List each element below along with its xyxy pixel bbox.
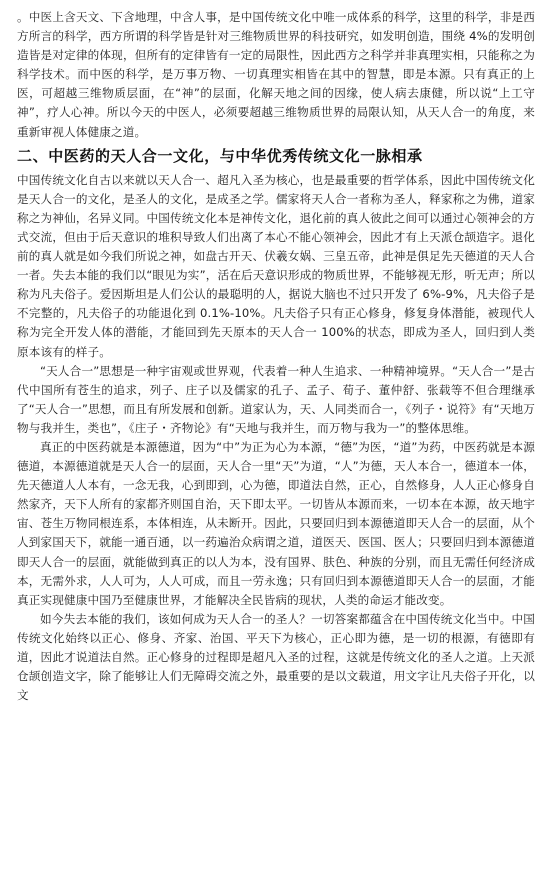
body-paragraph-2: “天人合一”思想是一种宇宙观或世界观，代表着一种人生追求、一种精神境界。“天人合一”是古代中国所有苍生的追求，列子、庄子以及儒家的孔子、孟子、荀子、董仲舒、张载等不但合理继承了“天人合一”思想，而且有所发展和创新。道家认为，天、人同类而合一，《列子・说符》有“天地万物与我并生，类也”，《庄子・齐物论》有“天地与我并生，而万物与我为一”的整体思维。 (17, 363, 535, 435)
body-paragraph-4: 如今失去本能的我们，该如何成为天人合一的圣人？一切答案都蕴含在中国传统文化当中。中国传统文化始终以正心、修身、齐家、治国、平天下为核心，正心即为德，是一切的根源，有德即有道，因此才说道法自然。正心修身的过程即是超凡入圣的过程，这就是传统文化的圣人之道。上天派仓颉创造文字，除了能够让人们无障碍交流之外，最重要的是以文载道，用文字让凡夫俗子开化，以文 (17, 611, 535, 703)
section-heading: 二、中医药的天人合一文化，与中华优秀传统文化一脉相承 (17, 146, 423, 165)
intro-paragraph: 。中医上含天文、下含地理，中含人事，是中国传统文化中唯一成体系的科学，这里的科学，非是西方所言的科学，西方所谓的科学皆是针对三维物质世界的科技研究，如发明创造，围绕 4%的发明创造皆是对定律的体现，但所有的定律皆有一定的局限性，因此西方之科学并非真理实相，只能称之为科学技术。而中医的科学，是万事万物、一切真理实相皆在其中的智慧，即是本源。只有真正的上医，可超越三维物质层面，在“神”的层面，化解天地之间的因缘，使人病去康健，所以说“上工守神”，疗人心神。所以今天的中医人，必须要超越三维物质世界的局限认知，从天人合一的角度，来重新审视人体健康之道。 (17, 10, 535, 139)
body-paragraph-1: 中国传统文化自古以来就以天人合一、超凡入圣为核心，也是最重要的哲学体系，因此中国传统文化是天人合一的文化，是圣人的文化，是成圣之学。儒家将天人合一者称为圣人，释家称之为佛，道家称之为神仙，名异义同。中国传统文化本是神传文化，退化前的真人彼此之间可以通过心领神会的方式交流，但由于后天意识的堆积导致人们出离了本心不能心领神会，因此才有上天派仓颉造字。退化前的真人就是如今我们所说之神，如盘古开天、伏羲女娲、三皇五帝，此神是俱足先天德道的天人合一者。失去本能的我们以“眼见为实”，活在后天意识形成的物质世界，不能够视无形，听无声；所以称为凡夫俗子。爱因斯坦是人们公认的最聪明的人，据说大脑也不过只开发了 6%-9%，凡夫俗子是不完整的，凡夫俗子的功能退化到 0.1%-10%。凡夫俗子只有正心修身，修复身体潜能，被现代人称为完全开发人体的潜能，才能回到先天原本的天人合一 100%的状态，即成为圣人，回归到人类原本该有的样子。 (17, 172, 535, 359)
body-paragraph-3: 真正的中医药就是本源德道，因为“中”为正为心为本源，“德”为医，“道”为药，中医药就是本源德道，本源德道就是天人合一的层面，天人合一里“天”为道，“人”为德，天人本合一，德道本一体，先天德道人人本有，一念无我，心到即到，心为德，即道法自然，正心，自然修身，人人正心修身自然家齐，天下人所有的家都齐则国自治，天下即太平。一切皆从本源而来，一切本在本源，故天地宇宙、苍生万物同根连系，本体相连，从未断开。因此，只要回归到本源德道即天人合一的层面，从个人到家国天下，就能一通百通，以一药遍治众病谓之道，道医天、医国、医人；只要回归到本源德道即天人合一的层面，就能做到真正的以人为本，没有国界、肤色、种族的分别，而且无需任何经济成本，无需外求，人人可为，人人可成，而且一劳永逸；只有回归到本源德道即天人合一的层面，才能真正实现健康中国乃至健康世界，才能解决全民皆病的现状，人类的命运才能改变。 (17, 439, 535, 607)
